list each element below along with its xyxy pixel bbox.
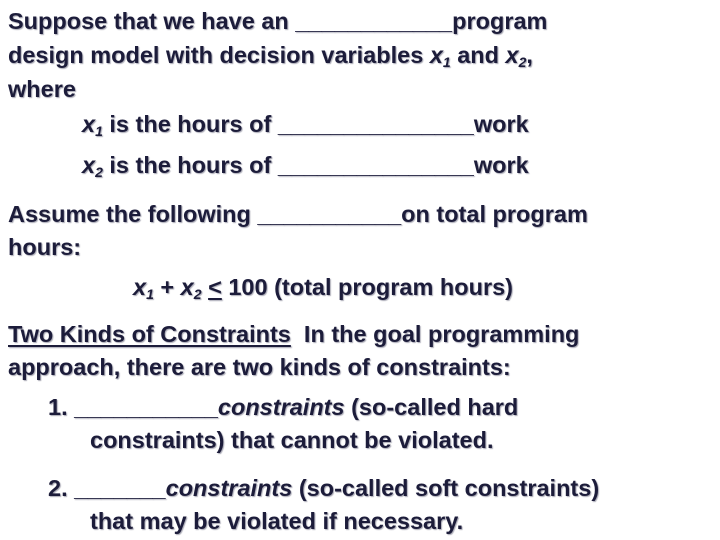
assume-line-1 bbox=[8, 200, 588, 228]
definition-x1-variable: x bbox=[82, 111, 96, 137]
assume-line-2 bbox=[8, 233, 81, 261]
variable-x1-subscript: 1 bbox=[442, 54, 451, 70]
definition-x2-subscript: 2 bbox=[95, 164, 103, 180]
item-2-rest: (so-called soft constraints) bbox=[292, 475, 600, 501]
item-1-line-2-text: constraints) that cannot be violated. bbox=[90, 427, 494, 453]
assume-line-2-text: hours: bbox=[8, 234, 82, 260]
definition-x1-text: is the hours of _______________work bbox=[102, 111, 529, 137]
kinds-line-1-text: In the goal programming bbox=[290, 321, 580, 347]
less-than-or-equal-sign: < bbox=[208, 274, 222, 300]
variable-x2: x bbox=[505, 42, 519, 68]
variable-x1: x bbox=[429, 42, 443, 68]
definition-x1-subscript: 1 bbox=[95, 123, 103, 139]
comma: , bbox=[526, 42, 533, 68]
constraint-equation bbox=[133, 273, 513, 301]
definition-x2-text: is the hours of _______________work bbox=[102, 152, 529, 178]
kinds-line-1 bbox=[8, 320, 579, 348]
constraint-x2: x bbox=[180, 274, 194, 300]
intro-line-2-text: design model with decision variables bbox=[8, 42, 430, 68]
constraint-x1-subscript: 1 bbox=[146, 286, 154, 302]
kinds-line-2-text: approach, there are two kinds of constraints: bbox=[8, 354, 511, 380]
item-1-line-1 bbox=[48, 393, 518, 421]
constraint-x2-subscript: 2 bbox=[193, 286, 202, 302]
item-2-constraints: constraints bbox=[165, 475, 293, 501]
intro-line-1-text: Suppose that we have an ____________program bbox=[8, 8, 548, 34]
assume-line-1-text: Assume the following ___________on total program bbox=[8, 201, 588, 227]
variable-x2-subscript: 2 bbox=[518, 54, 527, 70]
intro-line-3-text: where bbox=[8, 76, 76, 102]
item-1-prefix: 1. ___________ bbox=[48, 394, 218, 420]
definition-x2-variable: x bbox=[82, 152, 96, 178]
intro-line-3 bbox=[8, 75, 76, 103]
plus-sign: + bbox=[153, 274, 181, 300]
item-1-line-2 bbox=[90, 426, 493, 454]
item-2-line-2 bbox=[90, 507, 463, 535]
item-1-constraints: constraints bbox=[217, 394, 345, 420]
item-1-rest: (so-called hard bbox=[344, 394, 519, 420]
kinds-line-2 bbox=[8, 353, 511, 381]
item-2-line-2-text: that may be violated if necessary. bbox=[90, 508, 464, 534]
definition-x1 bbox=[82, 110, 529, 138]
definition-x2 bbox=[82, 151, 529, 179]
constraint-rest: 100 (total program hours) bbox=[221, 274, 513, 300]
and-text: and bbox=[450, 42, 506, 68]
intro-line-1 bbox=[8, 7, 547, 35]
kinds-heading: Two Kinds of Constraints bbox=[8, 321, 291, 347]
item-2-line-1 bbox=[48, 474, 599, 502]
constraint-x1: x bbox=[133, 274, 147, 300]
item-2-prefix: 2. _______ bbox=[48, 475, 166, 501]
intro-line-2 bbox=[8, 41, 533, 69]
